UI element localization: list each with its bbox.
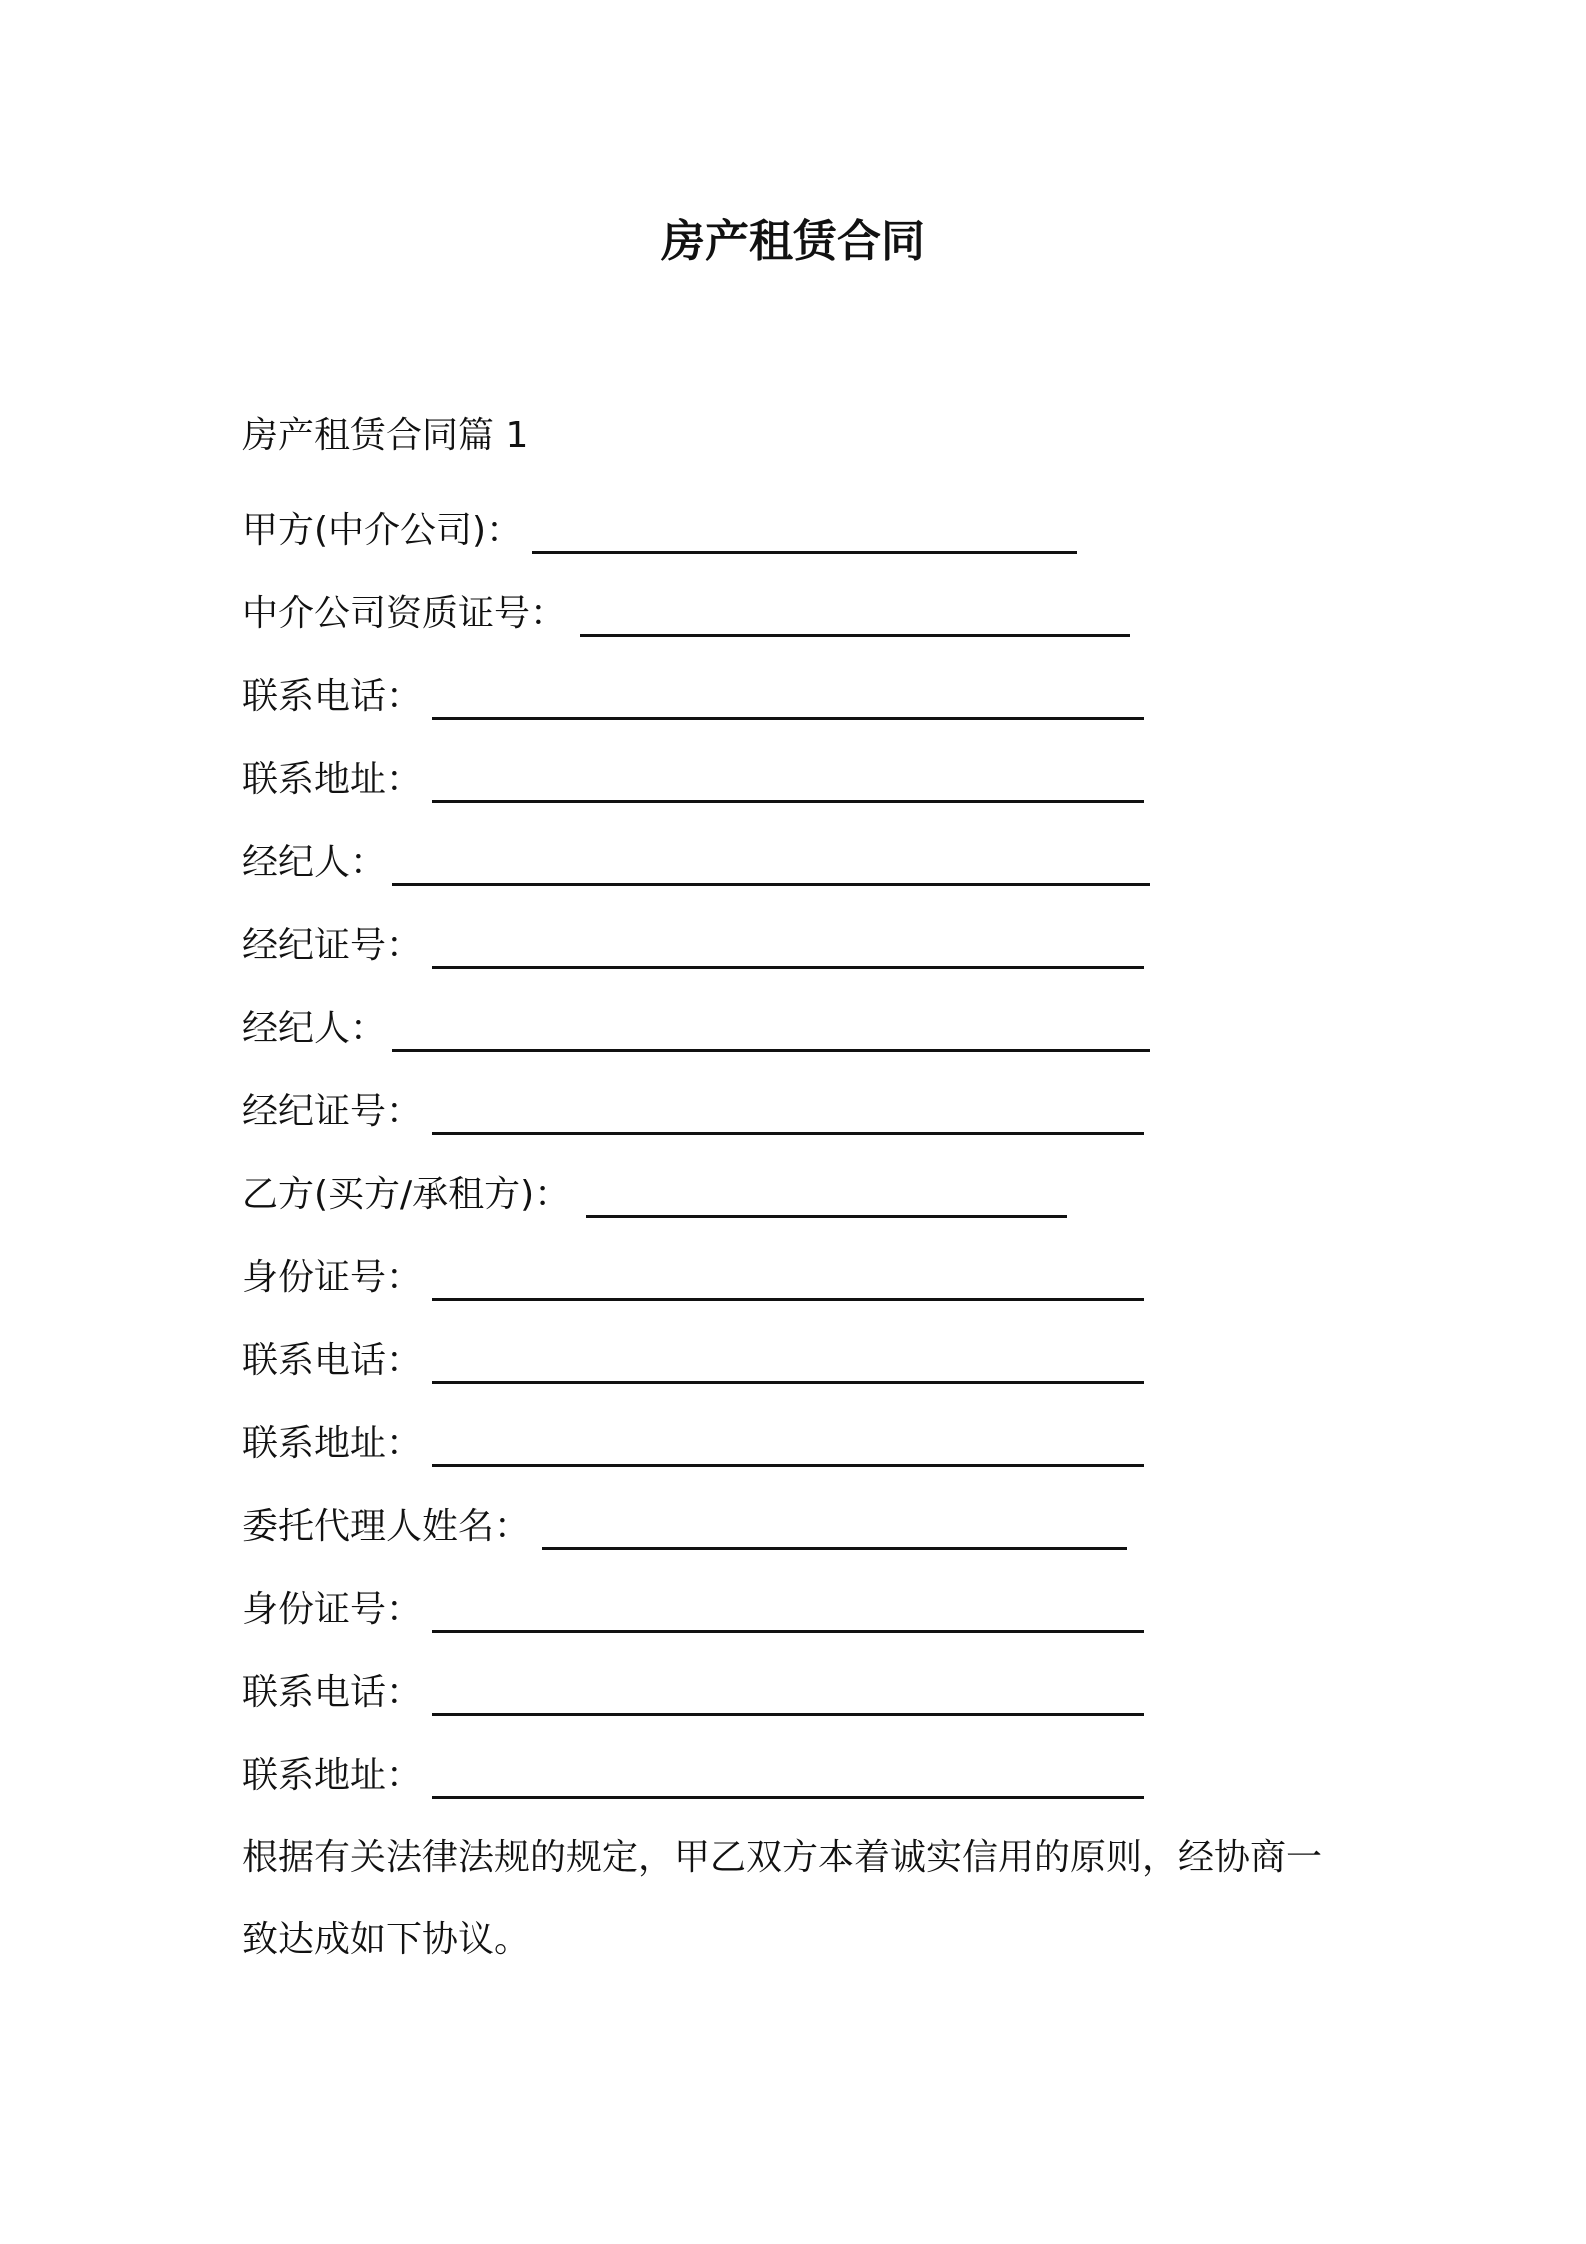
agreement-paragraph-line-1: 根据有关法律法规的规定，甲乙双方本着诚实信用的原则，经协商一 (242, 1837, 1323, 1878)
field-label: 联系电话： (242, 1340, 423, 1381)
field-label: 甲方(中介公司)： (242, 510, 523, 551)
blank-line[interactable] (432, 1796, 1144, 1799)
field-label: 经纪证号： (242, 1091, 423, 1132)
blank-line[interactable] (432, 1298, 1144, 1301)
agreement-paragraph-line-2: 致达成如下协议。 (242, 1919, 531, 1960)
field-label: 身份证号： (242, 1589, 423, 1630)
field-label: 经纪证号： (242, 925, 423, 966)
blank-line[interactable] (580, 634, 1130, 637)
field-label: 联系地址： (242, 1755, 423, 1796)
blank-line[interactable] (586, 1215, 1067, 1218)
blank-line[interactable] (432, 1464, 1144, 1467)
field-label: 联系地址： (242, 759, 423, 800)
section-title: 房产租赁合同篇 1 (242, 415, 529, 456)
document-title: 房产租赁合同 (661, 216, 925, 267)
blank-line[interactable] (432, 966, 1144, 969)
blank-line[interactable] (432, 717, 1144, 720)
field-label: 经纪人： (242, 1008, 387, 1049)
field-label: 联系电话： (242, 676, 423, 717)
blank-line[interactable] (432, 1132, 1144, 1135)
blank-line[interactable] (432, 1713, 1144, 1716)
blank-line[interactable] (432, 1381, 1144, 1384)
blank-line[interactable] (392, 883, 1150, 886)
field-label: 联系电话： (242, 1672, 423, 1713)
field-label: 中介公司资质证号： (242, 593, 567, 634)
field-label: 身份证号： (242, 1257, 423, 1298)
blank-line[interactable] (432, 1630, 1144, 1633)
blank-line[interactable] (542, 1547, 1127, 1550)
field-label: 联系地址： (242, 1423, 423, 1464)
blank-line[interactable] (532, 551, 1077, 554)
blank-line[interactable] (392, 1049, 1150, 1052)
field-label: 经纪人： (242, 842, 387, 883)
field-label: 乙方(买方/承租方)： (242, 1174, 571, 1215)
blank-line[interactable] (432, 800, 1144, 803)
field-label: 委托代理人姓名： (242, 1506, 531, 1547)
